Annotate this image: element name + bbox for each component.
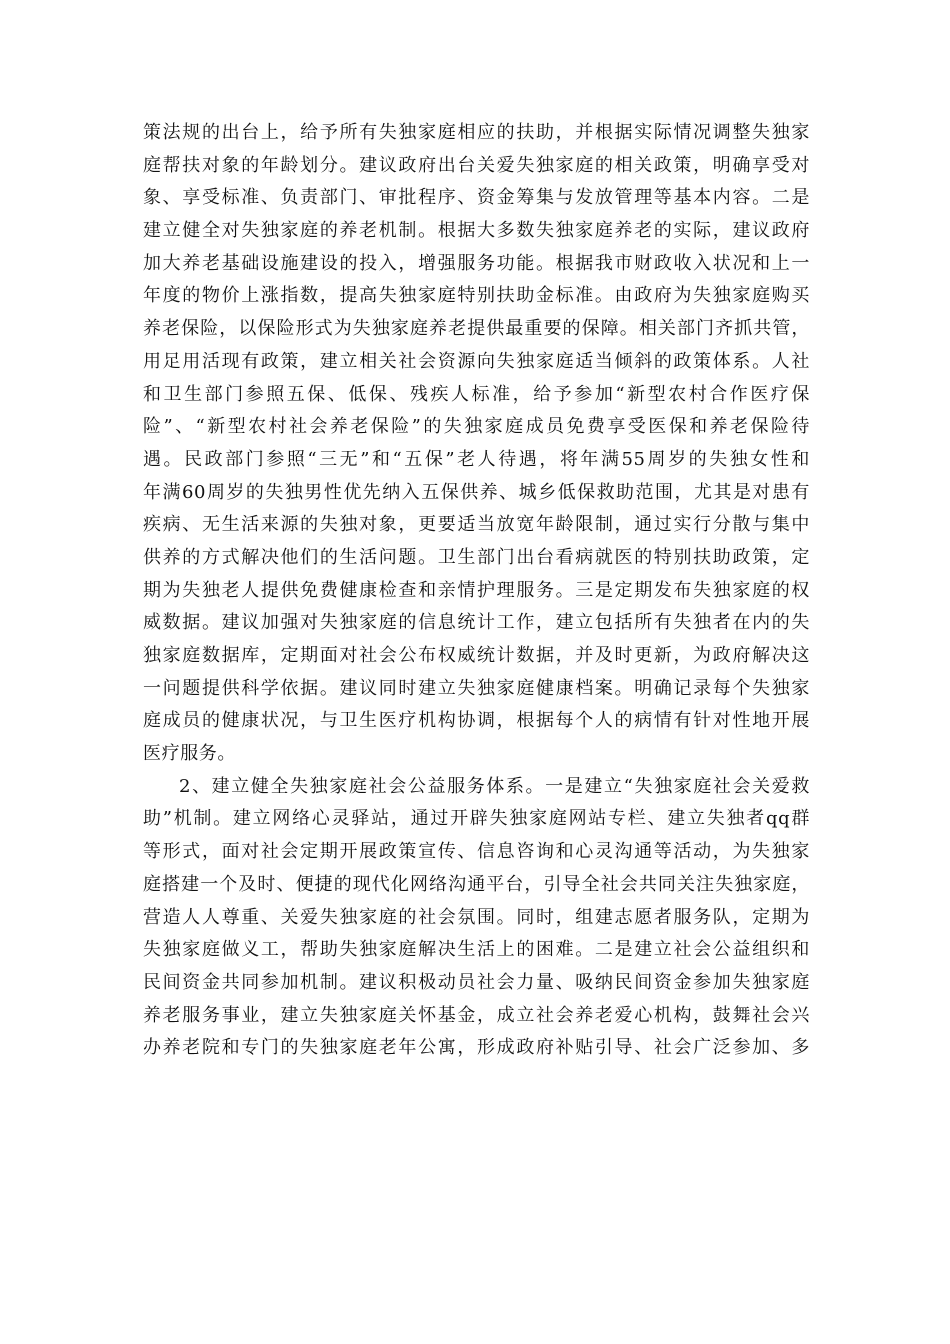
text-line: 年满60周岁的失独男性优先纳入五保供养、城乡低保救助范围，尤其是对患有 xyxy=(143,481,810,503)
paragraph-start-line: 2、建立健全失独家庭社会公益服务体系。一是建立“失独家庭社会关爱救 xyxy=(179,775,810,797)
text-line: 养老服务事业，建立失独家庭关怀基金，成立社会养老爱心机构，鼓舞社会兴 xyxy=(143,1004,810,1026)
text-line: 险”、“新型农村社会养老保险”的失独家庭成员免费享受医保和养老保险待 xyxy=(143,416,810,438)
text-line: 加大养老基础设施建设的投入，增强服务功能。根据我市财政收入状况和上一 xyxy=(143,252,810,274)
text-line: 养老保险，以保险形式为失独家庭养老提供最重要的保障。相关部门齐抓共管， xyxy=(143,318,810,340)
text-line: 一问题提供科学依据。建议同时建立失独家庭健康档案。明确记录每个失独家 xyxy=(143,677,810,699)
text-line: 办养老院和专门的失独家庭老年公寓，形成政府补贴引导、社会广泛参加、多 xyxy=(143,1037,810,1059)
text-line: 供养的方式解决他们的生活问题。卫生部门出台看病就医的特别扶助政策，定 xyxy=(143,546,810,568)
text-line: 庭搭建一个及时、便捷的现代化网络沟通平台，引导全社会共同关注失独家庭， xyxy=(143,873,810,895)
text-line: 民间资金共同参加机制。建议积极动员社会力量、吸纳民间资金参加失独家庭 xyxy=(143,971,810,993)
body-text xyxy=(143,117,810,1065)
text-line: 年度的物价上涨指数，提高失独家庭特别扶助金标准。由政府为失独家庭购买 xyxy=(143,285,810,307)
text-line: 威数据。建议加强对失独家庭的信息统计工作，建立包括所有失独者在内的失 xyxy=(143,612,810,634)
text-line: 独家庭数据库，定期面对社会公布权威统计数据，并及时更新，为政府解决这 xyxy=(143,645,810,666)
text-line: 疾病、无生活来源的失独对象，更要适当放宽年龄限制，通过实行分散与集中 xyxy=(143,514,810,536)
text-line: 象、享受标准、负责部门、审批程序、资金筹集与发放管理等基本内容。二是 xyxy=(143,187,810,209)
text-line: 医疗服务。 xyxy=(143,743,236,765)
text-line: 庭帮扶对象的年龄划分。建议政府出台关爱失独家庭的相关政策，明确享受对 xyxy=(143,154,810,176)
text-line: 庭成员的健康状况，与卫生医疗机构协调，根据每个人的病情有针对性地开展 xyxy=(143,710,810,732)
text-line: 策法规的出台上，给予所有失独家庭相应的扶助，并根据实际情况调整失独家 xyxy=(143,122,810,143)
text-line: 用足用活现有政策，建立相关社会资源向失独家庭适当倾斜的政策体系。人社 xyxy=(143,350,810,372)
text-line: 期为失独老人提供免费健康检查和亲情护理服务。三是定期发布失独家庭的权 xyxy=(143,579,810,601)
text-line: 营造人人尊重、关爱失独家庭的社会氛围。同时，组建志愿者服务队，定期为 xyxy=(143,906,810,928)
text-line: 遇。民政部门参照“三无”和“五保”老人待遇，将年满55周岁的失独女性和 xyxy=(143,448,810,470)
text-line: 和卫生部门参照五保、低保、残疾人标准，给予参加“新型农村合作医疗保 xyxy=(143,383,810,405)
text-line: 助”机制。建立网络心灵驿站，通过开辟失独家庭网站专栏、建立失独者qq群 xyxy=(143,808,810,830)
text-line: 失独家庭做义工，帮助失独家庭解决生活上的困难。二是建立社会公益组织和 xyxy=(143,939,810,961)
text-line: 等形式，面对社会定期开展政策宣传、信息咨询和心灵沟通等活动，为失独家 xyxy=(143,841,810,863)
text-line: 建立健全对失独家庭的养老机制。根据大多数失独家庭养老的实际，建议政府 xyxy=(143,220,810,242)
